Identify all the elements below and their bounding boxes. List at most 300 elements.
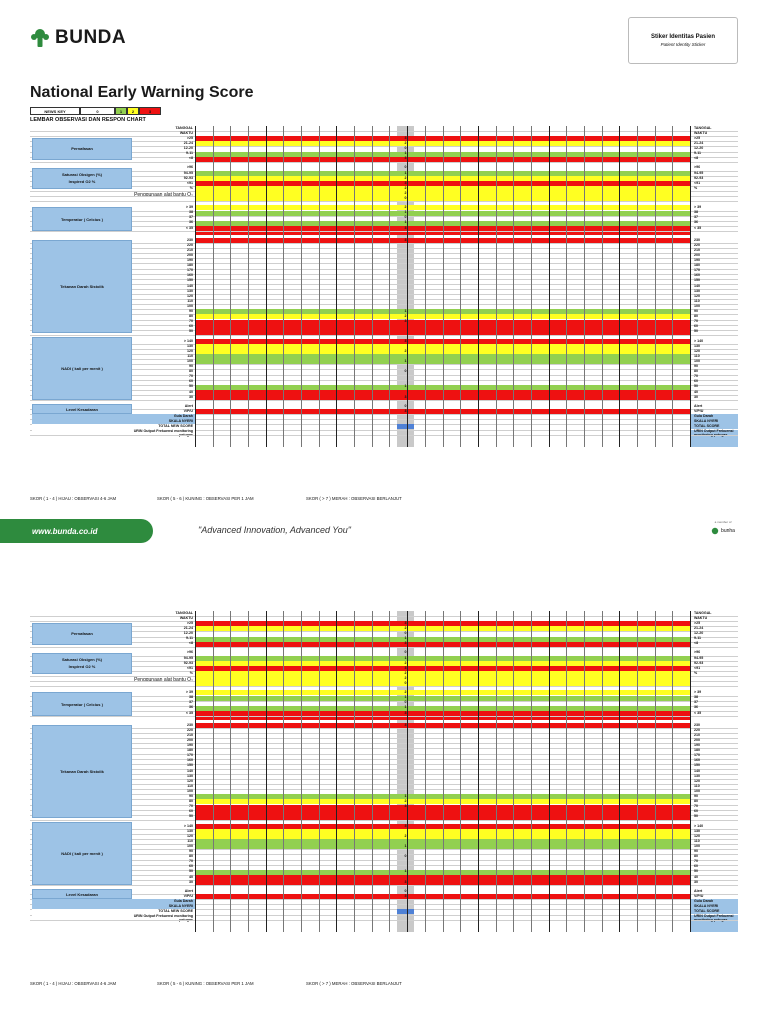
grid-column-line[interactable] <box>336 611 337 932</box>
grid-column-line[interactable] <box>354 611 355 932</box>
pulse-range-right: 30 <box>694 879 698 884</box>
grid-column-line[interactable] <box>584 611 585 932</box>
grid-column-line[interactable] <box>195 126 196 447</box>
tagline: "Advanced Innovation, Advanced You" <box>198 525 352 535</box>
oxygen-range-right: <91 <box>694 180 701 185</box>
pulse-score: 3 <box>404 879 407 884</box>
consciousness-range-left: Alert <box>184 888 193 893</box>
grid-column-line[interactable] <box>407 611 408 932</box>
grid-line <box>30 335 738 336</box>
pulse-range-right: 30 <box>694 394 698 399</box>
grid-column-line[interactable] <box>283 126 284 447</box>
consciousness-range-left: V/P/U <box>183 893 193 898</box>
grid-column-line[interactable] <box>672 126 673 447</box>
blood-pressure-range-right: 140 <box>694 768 700 773</box>
grid-column-line[interactable] <box>655 611 656 932</box>
pulse-range-left: 110 <box>187 353 193 358</box>
oxygen-range-left: <91 <box>186 180 193 185</box>
pulse-range-left: 60 <box>189 864 193 869</box>
param-respiration: Pernafasan <box>32 623 132 645</box>
grid-column-line[interactable] <box>230 611 231 932</box>
respiration-range-left: 9-11 <box>186 151 193 156</box>
grid-column-line[interactable] <box>655 126 656 447</box>
grid-column-line[interactable] <box>319 126 320 447</box>
grid-column-line[interactable] <box>513 126 514 447</box>
blood-pressure-score: 3 <box>404 237 407 242</box>
temperature-range-left: < 35 <box>185 225 193 230</box>
blood-pressure-range-left: 90 <box>189 794 193 798</box>
temperature-range-left: 38 <box>189 695 193 700</box>
respiration-score: 3 <box>404 135 407 140</box>
news-key-3: 3 <box>139 107 161 115</box>
grid-column-line[interactable] <box>407 126 408 447</box>
temperature-range-left: 37 <box>189 700 193 705</box>
pulse-range-left: 50 <box>189 384 193 389</box>
grid-column-line[interactable] <box>637 611 638 932</box>
oxygen-score: 1 <box>404 170 407 175</box>
pulse-range-right: 40 <box>694 389 698 394</box>
respiration-score: 2 <box>404 626 407 630</box>
news-key-1: 1 <box>115 107 127 115</box>
pulse-range-left: 100 <box>187 358 193 363</box>
blood-pressure-range-right: 190 <box>694 258 700 262</box>
grid-column-line[interactable] <box>301 611 302 932</box>
respiration-range-left: 21-24 <box>183 141 193 145</box>
pulse-range-right: 110 <box>694 353 700 358</box>
temperature-score: 1 <box>404 210 407 215</box>
grid-column-line[interactable] <box>213 126 214 447</box>
temperature-range-right: < 35 <box>694 225 702 230</box>
grid-column-line[interactable] <box>266 611 267 932</box>
blood-pressure-range-right: 180 <box>694 748 700 753</box>
grid-column-line[interactable] <box>690 126 691 447</box>
pulse-score: 1 <box>404 869 407 874</box>
pulse-score: 1 <box>404 358 407 363</box>
consciousness-score: 3 <box>404 408 407 413</box>
grid-column-line[interactable] <box>602 126 603 447</box>
param-consciousness: Level Kesadaran <box>32 889 132 899</box>
respiration-score: 3 <box>404 620 407 625</box>
pulse-range-left: 120 <box>187 348 193 353</box>
blood-pressure-range-left: 130 <box>187 288 193 293</box>
oxygen-range-left: 94-95 <box>183 170 193 175</box>
oxygen-range-right: % <box>694 185 698 190</box>
blood-pressure-range-right: 210 <box>694 732 700 737</box>
pulse-range-right: 120 <box>694 833 700 838</box>
oxygen-range-left: >96 <box>186 165 193 170</box>
blood-pressure-range-left: 170 <box>187 753 193 758</box>
pulse-score: 2 <box>404 348 407 353</box>
temperature-score: 1 <box>404 705 407 710</box>
grid-column-line[interactable] <box>389 611 390 932</box>
pulse-score: 0 <box>404 369 407 374</box>
grid-line <box>30 400 738 401</box>
respiration-score: 0 <box>404 146 407 151</box>
blood-pressure-score: 3 <box>404 319 407 324</box>
temperature-score: 0 <box>404 215 407 220</box>
consciousness-range-right: Alert <box>694 888 703 893</box>
grid-column-line[interactable] <box>354 126 355 447</box>
oxygen-range-left: % <box>189 185 193 190</box>
respiration-score: 1 <box>404 151 407 156</box>
oxygen-range-left: 94-95 <box>183 655 193 660</box>
blood-pressure-range-right: 90 <box>694 309 698 313</box>
blood-pressure-range-right: 80 <box>694 314 698 319</box>
blood-pressure-range-left: 120 <box>187 778 193 783</box>
consciousness-range-right: Alert <box>694 403 703 408</box>
extra-row-label-left: Gula Darah <box>173 413 193 418</box>
grid-column-line[interactable] <box>301 126 302 447</box>
grid-column-line[interactable] <box>637 126 638 447</box>
consciousness-range-right: V/P/U <box>694 408 704 413</box>
bunda-logo-icon <box>30 28 50 48</box>
blood-pressure-range-left: 160 <box>187 758 193 763</box>
blood-pressure-range-left: 140 <box>187 768 193 773</box>
respiration-range-left: 12-20 <box>183 631 193 636</box>
pulse-range-right: 110 <box>694 838 700 843</box>
grid-column-line[interactable] <box>531 126 532 447</box>
pulse-score: 1 <box>404 384 407 389</box>
consciousness-range-left: V/P/U <box>183 408 193 413</box>
blood-pressure-range-right: 180 <box>694 263 700 268</box>
param-pulse: NADI ( kali per menit ) <box>32 337 132 400</box>
blood-pressure-range-left: 170 <box>187 268 193 273</box>
blood-pressure-range-right: 130 <box>694 773 700 778</box>
grid-column-line[interactable] <box>266 126 267 447</box>
grid-column-line[interactable] <box>372 611 373 932</box>
temperature-range-left: < 35 <box>185 710 193 715</box>
temperature-range-right: 38 <box>694 210 698 215</box>
grid-column-line[interactable] <box>230 126 231 447</box>
blood-pressure-range-left: 110 <box>187 298 193 303</box>
grid-column-line[interactable] <box>443 126 444 447</box>
param-blood-pressure: Tekanan Darah Sistolik <box>32 725 132 818</box>
respiration-range-right: 21-24 <box>694 141 704 145</box>
grid-column-line[interactable] <box>478 611 479 932</box>
date-label-right: WAKTU <box>694 615 708 620</box>
grid-column-line[interactable] <box>496 611 497 932</box>
grid-column-line[interactable] <box>195 611 196 932</box>
pulse-score: 3 <box>404 338 407 343</box>
extra-row-label-right: SKALA NYERI <box>694 419 719 423</box>
date-label-left: TANGGAL <box>175 610 193 615</box>
oxygen-range-left: 92-93 <box>183 660 193 665</box>
oxygen-range-right: 92-93 <box>694 175 704 180</box>
respiration-score: 3 <box>404 156 407 161</box>
consciousness-score: 0 <box>404 888 407 893</box>
pulse-range-right: 70 <box>694 374 698 379</box>
legend-green: SKOR ( 1 - 4 ) HIJAU : OBSERVASI 4-6 JAM <box>30 981 117 986</box>
oxygen-score: 3 <box>404 180 407 185</box>
grid-column-line[interactable] <box>248 611 249 932</box>
grid-column-line[interactable] <box>283 611 284 932</box>
oxygen-range-right: >96 <box>694 165 701 170</box>
temperature-score: 1 <box>404 695 407 700</box>
blood-pressure-score: 1 <box>404 794 407 798</box>
pulse-range-right: 90 <box>694 364 698 368</box>
blood-pressure-range-right: 230 <box>694 722 700 727</box>
temperature-score: 2 <box>404 690 407 695</box>
blood-pressure-range-left: 60 <box>189 809 193 814</box>
param-oxygen-label: Saturasi Oksigen (%) <box>61 172 102 178</box>
respiration-range-left: 12-20 <box>183 146 193 151</box>
grid-column-line[interactable] <box>549 126 550 447</box>
temperature-range-left: 36 <box>189 705 193 710</box>
oxygen-score: 0 <box>404 165 407 170</box>
oxygen-range-right: 94-95 <box>694 655 704 660</box>
date-label-left: TANGGAL <box>175 125 193 130</box>
blood-pressure-range-left: 100 <box>187 303 193 308</box>
pulse-range-left: 100 <box>187 843 193 848</box>
grid-column-line[interactable] <box>602 611 603 932</box>
pulse-range-left: > 140 <box>183 338 193 343</box>
bunda-logo <box>30 26 126 50</box>
grid-column-line[interactable] <box>531 611 532 932</box>
blood-pressure-range-right: 170 <box>694 268 700 273</box>
respiration-range-right: 12-20 <box>694 146 704 151</box>
param-oxygen-sublabel: Inspired O2 % <box>68 664 96 670</box>
blood-pressure-range-left: 50 <box>189 814 193 819</box>
grid-column-line[interactable] <box>478 126 479 447</box>
pulse-range-left: 80 <box>189 369 193 374</box>
blood-pressure-range-right: 110 <box>694 298 700 303</box>
param-temperature: Temperatur ( Celcius ) <box>32 692 132 716</box>
pulse-range-right: 80 <box>694 369 698 374</box>
blood-pressure-range-right: 160 <box>694 273 700 278</box>
blood-pressure-range-left: 220 <box>187 727 193 732</box>
extra-row-label-right: TOTAL SCORE <box>694 424 720 429</box>
respiration-range-left: >25 <box>186 135 193 140</box>
param-blood-pressure: Tekanan Darah Sistolik <box>32 240 132 333</box>
extra-row-label-right: URIN Output Frekuensi monitoring petugas <box>694 429 734 437</box>
news-key-2: 2 <box>127 107 139 115</box>
grid-column-line[interactable] <box>213 611 214 932</box>
pulse-range-right: 130 <box>694 828 700 833</box>
news-chart-1 <box>30 126 738 447</box>
grid-line <box>30 885 738 886</box>
pulse-score: 1 <box>404 843 407 848</box>
grid-column-line[interactable] <box>549 611 550 932</box>
grid-column-line[interactable] <box>248 126 249 447</box>
oxygen-range-left: % <box>189 670 193 675</box>
extra-row-label-right: Gula Darah <box>694 898 714 903</box>
temperature-range-right: 37 <box>694 700 698 705</box>
oxygen-range-left: <91 <box>186 665 193 670</box>
blood-pressure-range-right: 150 <box>694 278 700 283</box>
blood-pressure-range-left: 140 <box>187 283 193 288</box>
pulse-range-left: 40 <box>189 389 193 394</box>
oxygen-device-label: Penggunaan alat bantu O₂ <box>134 676 193 683</box>
oxygen-score: 0 <box>404 650 407 655</box>
grid-column-line[interactable] <box>690 611 691 932</box>
blood-pressure-range-left: 220 <box>187 242 193 247</box>
temperature-range-left: 38 <box>189 210 193 215</box>
grid-line <box>30 162 738 163</box>
oxygen-device-score: 2 <box>404 190 407 195</box>
grid-column-line[interactable] <box>513 611 514 932</box>
blood-pressure-range-right: 170 <box>694 753 700 758</box>
blood-pressure-range-right: 60 <box>694 324 698 329</box>
blood-pressure-range-left: 50 <box>189 329 193 334</box>
grid-column-line[interactable] <box>336 126 337 447</box>
blood-pressure-range-left: 100 <box>187 788 193 793</box>
temperature-range-right: 38 <box>694 695 698 700</box>
param-temperature: Temperatur ( Celcius ) <box>32 207 132 231</box>
pulse-range-left: 80 <box>189 854 193 859</box>
temperature-range-left: 36 <box>189 220 193 225</box>
oxygen-range-left: >96 <box>186 650 193 655</box>
consciousness-score: 3 <box>404 893 407 898</box>
pulse-range-right: > 140 <box>694 823 704 828</box>
extra-row-label-left: TOTAL NEW SCORE <box>158 909 193 914</box>
blood-pressure-range-left: 210 <box>187 247 193 252</box>
consciousness-range-left: Alert <box>184 403 193 408</box>
extra-row-label-left: URIN Output Frekuensi monitoring petugas <box>133 914 193 922</box>
blood-pressure-range-right: 90 <box>694 794 698 798</box>
grid-column-line[interactable] <box>619 126 620 447</box>
grid-column-line[interactable] <box>460 126 461 447</box>
blood-pressure-range-right: 80 <box>694 799 698 804</box>
blood-pressure-score: 2 <box>404 799 407 804</box>
blood-pressure-range-right: 230 <box>694 237 700 242</box>
blood-pressure-range-right: 220 <box>694 727 700 732</box>
respiration-range-right: 21-24 <box>694 626 704 630</box>
grid-column-line[interactable] <box>566 126 567 447</box>
param-oxygen-label: Saturasi Oksigen (%) <box>61 657 102 663</box>
blood-pressure-range-left: 90 <box>189 309 193 313</box>
grid-column-line[interactable] <box>319 611 320 932</box>
grid-line <box>30 647 738 648</box>
blood-pressure-range-left: 70 <box>189 319 193 324</box>
consciousness-score: 0 <box>404 403 407 408</box>
pulse-range-left: 90 <box>189 849 193 853</box>
legend-green: SKOR ( 1 - 4 ) HIJAU : OBSERVASI 4-6 JAM <box>30 496 117 501</box>
blood-pressure-range-right: 120 <box>694 778 700 783</box>
grid-column-line[interactable] <box>389 126 390 447</box>
blood-pressure-score: 2 <box>404 314 407 319</box>
pulse-score: 3 <box>404 394 407 399</box>
legend-yellow: SKOR ( 5 - 6 ) KUNING : OBSERVASI PER 1 JAM <box>157 496 254 501</box>
grid-column-line[interactable] <box>566 611 567 932</box>
partner-logo-icon <box>711 527 719 535</box>
respiration-range-right: 9-11 <box>694 151 701 156</box>
oxygen-range-right: 92-93 <box>694 660 704 665</box>
date-label-right: TANGGAL <box>694 610 712 615</box>
param-oxygen-sublabel: Inspired O2 % <box>68 179 96 185</box>
blood-pressure-range-right: 130 <box>694 288 700 293</box>
grid-column-line[interactable] <box>425 611 426 932</box>
respiration-score: 3 <box>404 641 407 646</box>
blood-pressure-range-left: 80 <box>189 314 193 319</box>
pulse-range-right: 120 <box>694 348 700 353</box>
blood-pressure-range-left: 200 <box>187 737 193 742</box>
temperature-range-right: 37 <box>694 215 698 220</box>
website-url[interactable]: www.bunda.co.id <box>32 526 98 536</box>
blood-pressure-range-right: 50 <box>694 814 698 819</box>
news-key <box>30 107 161 115</box>
grid-column-line[interactable] <box>672 611 673 932</box>
oxygen-range-right: >96 <box>694 650 701 655</box>
grid-column-line[interactable] <box>584 126 585 447</box>
param-oxygen <box>32 653 132 675</box>
brand-name: BUNDA <box>55 27 127 48</box>
pulse-range-right: 80 <box>694 854 698 859</box>
extra-row-label-left: Gula Darah <box>173 898 193 903</box>
website-banner[interactable] <box>0 519 153 543</box>
legend-red: SKOR ( > 7 ) MERAH : OBSERVASI BERLANJUT <box>306 496 402 501</box>
oxygen-range-right: <91 <box>694 665 701 670</box>
date-label-left: WAKTU <box>179 130 193 135</box>
pulse-score: 2 <box>404 833 407 838</box>
temperature-range-right: 36 <box>694 705 698 710</box>
grid-column-line[interactable] <box>460 611 461 932</box>
blood-pressure-range-right: 200 <box>694 737 700 742</box>
blood-pressure-range-left: 190 <box>187 258 193 262</box>
blood-pressure-range-right: 100 <box>694 788 700 793</box>
pulse-range-left: 120 <box>187 833 193 838</box>
blood-pressure-range-left: 130 <box>187 773 193 778</box>
temperature-score: 3 <box>404 225 407 230</box>
temperature-score: 3 <box>404 710 407 715</box>
blood-pressure-range-left: 180 <box>187 263 193 268</box>
blood-pressure-range-right: 210 <box>694 247 700 252</box>
respiration-range-left: <8 <box>188 156 193 161</box>
temperature-range-right: 36 <box>694 220 698 225</box>
date-label-left: WAKTU <box>179 615 193 620</box>
pulse-range-left: 110 <box>187 838 193 843</box>
pulse-range-left: 70 <box>189 859 193 864</box>
pulse-range-right: > 140 <box>694 338 704 343</box>
grid-column-line[interactable] <box>496 126 497 447</box>
legend-yellow: SKOR ( 5 - 6 ) KUNING : OBSERVASI PER 1 JAM <box>157 981 254 986</box>
blood-pressure-range-left: 160 <box>187 273 193 278</box>
pulse-range-left: 40 <box>189 874 193 879</box>
pulse-range-right: 50 <box>694 869 698 874</box>
pulse-range-left: 130 <box>187 343 193 348</box>
grid-column-line[interactable] <box>425 126 426 447</box>
partner-name: bunha <box>721 528 735 534</box>
blood-pressure-range-left: 110 <box>187 783 193 788</box>
blood-pressure-range-left: 60 <box>189 324 193 329</box>
temperature-range-right: > 39 <box>694 690 702 695</box>
pulse-range-right: 130 <box>694 343 700 348</box>
blood-pressure-score: 1 <box>404 309 407 313</box>
oxygen-device-score: 0 <box>404 196 407 200</box>
temperature-score: 0 <box>404 700 407 705</box>
grid-column-line[interactable] <box>372 126 373 447</box>
oxygen-range-right: 94-95 <box>694 170 704 175</box>
respiration-score: 0 <box>404 631 407 636</box>
oxygen-range-left: 92-93 <box>183 175 193 180</box>
respiration-range-right: <8 <box>694 641 699 646</box>
blood-pressure-range-left: 230 <box>187 722 193 727</box>
extra-row-label-right: SKALA NYERI <box>694 904 719 908</box>
pulse-range-left: 30 <box>189 394 193 399</box>
news-key-label: NEWS KEY <box>30 107 80 115</box>
blood-pressure-range-right: 150 <box>694 763 700 768</box>
chart-title: LEMBAR OBSERVASI DAN RESPON CHART <box>30 117 146 123</box>
partner-logo <box>708 520 738 542</box>
param-oxygen <box>32 168 132 190</box>
consciousness-range-right: V/P/U <box>694 893 704 898</box>
pulse-range-left: 130 <box>187 828 193 833</box>
respiration-range-right: >25 <box>694 620 701 625</box>
grid-column-line[interactable] <box>443 611 444 932</box>
patient-sticker-box <box>628 17 738 64</box>
oxygen-score: 3 <box>404 665 407 670</box>
blood-pressure-range-right: 110 <box>694 783 700 788</box>
grid-column-line[interactable] <box>619 611 620 932</box>
